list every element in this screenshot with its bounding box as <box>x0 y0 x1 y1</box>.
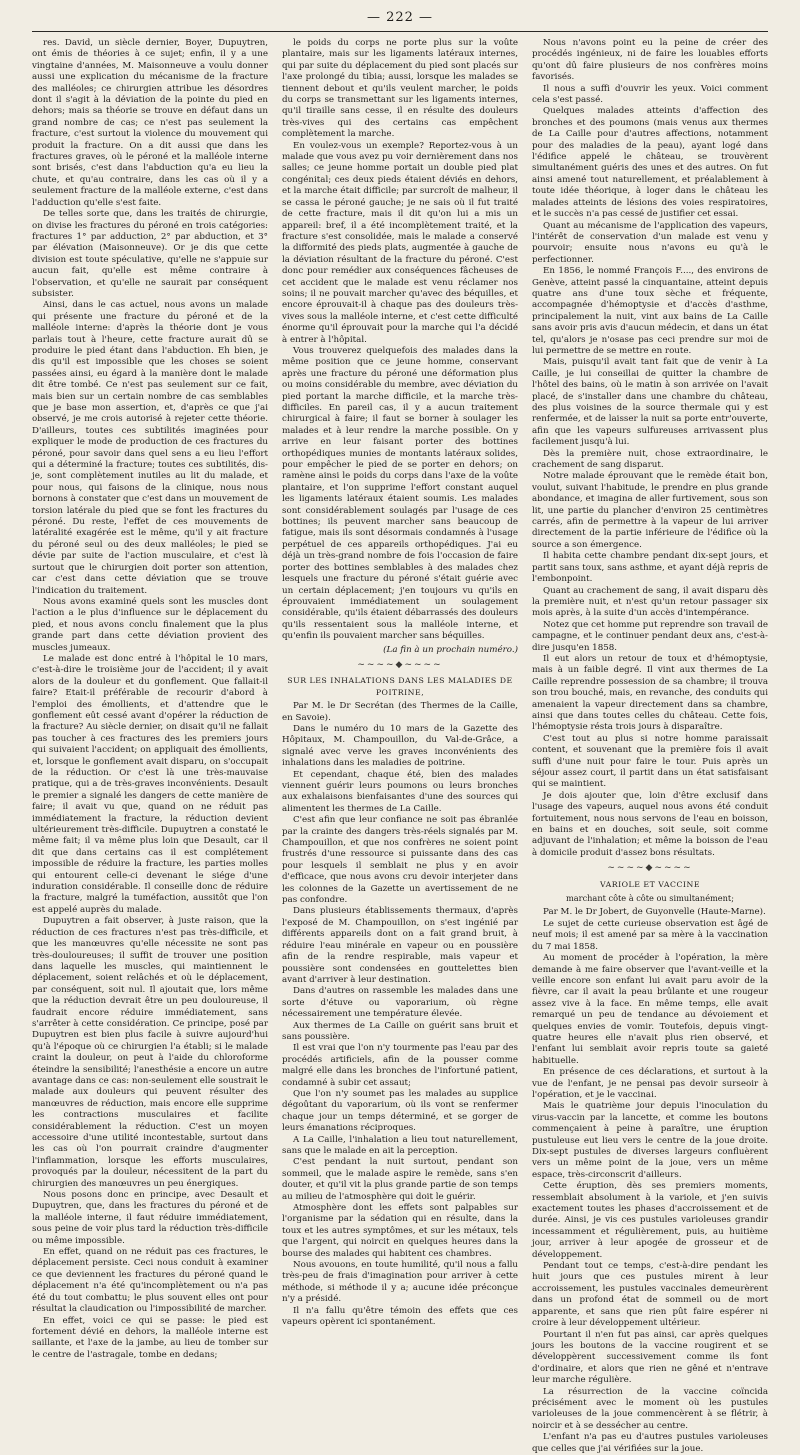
paragraph: Notre malade éprouvant que le remède était bon, voulut, suivant l'habitude, le prendre en plus grande abondance, et imagina de aller furtivement, sous son lit, une partie du plancher d'environ 25 centimètres carrés, afin de permettre à la vapeur de lui arriver directement de la partie inférieure de l'édifice où la source a son émergence. <box>532 471 768 550</box>
paragraph: Cette éruption, dès ses premiers moments, ressemblait absolument à la variole, et j'en suivis exactement toutes les phases d'accroissement et de durée. Ainsi, je vis ces pustules varioleuses grandir incessamment et régulièrement, puis, au huitième jour, arriver à leur apogée de grosseur et de développement. <box>532 1181 768 1260</box>
paragraph: Dans le numéro du 10 mars de la Gazette des Hôpitaux, M. Champouillon, du Val-de-Grâce, a signalé avec verve les graves inconvénients des inhalations dans les maladies de poitrine. <box>282 723 518 769</box>
article-subtitle: marchant côte à côte ou simultanément; <box>566 893 734 904</box>
paragraph: Nous avouons, en toute humilité, qu'il nous a fallu très-peu de frais d'imagination pour arriver à cette méthode, si méthode il y a; aucune idée préconçue n'y a présidé. <box>282 1260 518 1305</box>
paragraph: En présence de ces déclarations, et surtout à la vue de l'enfant, je ne pensai pas devoir surseoir à l'opération, et je le vaccinai. <box>532 1067 768 1100</box>
ornamental-divider: ~~~~◆~~~~ <box>607 863 693 874</box>
paragraph: Pendant tout ce temps, c'est-à-dire pendant les huit jours que ces pustules mirent à leur accroissement, les pustules vaccinales demeurèrent dans un profond état de sommeil ou de mort apparente, et sans que rien pût faire espérer ni croire à leur développement ultérieur. <box>532 1261 768 1329</box>
header-rule <box>32 31 768 32</box>
paragraph: Mais le quatrième jour depuis l'inoculation du virus-vaccin par la lancette, et comme les boutons commençaient à peine à paraître, une éruption pustuleuse eut lieu vers le centre de la joue droite. Dix-sept pustules de diverses largeurs confluèrent vers un même point de la joue, vers un même espace, très-circonscrit d'ailleurs. <box>532 1101 768 1180</box>
paragraph: C'est afin que leur confiance ne soit pas ébranlée par la crainte des dangers très-réels signalés par M. Champouillon, et que nos confrères ne soient point frustrés d'une ressource si puissante dans des cas pour lesquels il semblait ne plus y en avoir d'efficace, que nous avons cru devoir interjeter dans les colonnes de la Gazette un avertissement de ne pas confondre. <box>282 815 518 906</box>
paragraph: C'est pendant la nuit surtout, pendant son sommeil, que le malade aspire le remède, sans s'en douter, et qu'il vit la plus grande partie de son temps au milieu de l'atmosphère qui doit le guérir. <box>282 1157 518 1202</box>
paragraph: Nous posons donc en principe, avec Desault et Dupuytren, que, dans les fractures du péroné et de la malléole interne, il faut réduire immédiatement, sous peine de voir plus tard la réduction très-difficile ou même impossible. <box>32 1190 268 1246</box>
continuation-note: (La fin à un prochain numéro.) <box>383 644 518 655</box>
paragraph: Il n'a fallu qu'être témoin des effets que ces vapeurs opèrent ici spontanément. <box>282 1305 518 1328</box>
paragraph: Et cependant, chaque été, bien des malades viennent guérir leurs poumons ou leurs bronches aux exhalaisons bienfaisantes d'une des sources qui alimentent les thermes de La Caille. <box>282 769 518 814</box>
paragraph: Pourtant il n'en fut pas ainsi, car après quelques jours les boutons de la vaccine rougirent et se développèrent successivement comme ils font d'ordinaire, et alors que rien ne gêné et n'entrave leur marche régulière. <box>532 1329 768 1386</box>
paragraph: Au moment de procéder à l'opération, la mère demande à me faire observer que l'avant-veille et la veille encore son enfant lui avait paru avoir de la fièvre, car il avait la peau brûlante et une rougeur assez vive à la face. En même temps, elle avait remarqué un peu de tendance au dévoiement et quelques envies de vomir. Toutefois, depuis vingt-quatre heures elle n'avait plus rien observé, et l'enfant lui semblait avoir repris toute sa gaieté habituelle. <box>532 953 768 1066</box>
paragraph: En effet, quand on ne réduit pas ces fractures, le déplacement persiste. Ceci nous conduit à examiner ce que deviennent les fractures du péroné quand le déplacement n'a été qu'incomplètement ou n'a pas été du tout combattu; le plus souvent elles ont pour résultat la claudication ou l'impossibilité de marcher. <box>32 1247 268 1315</box>
paragraph: Nous avons examiné quels sont les muscles dont l'action a le plus d'influence sur le déplacement du pied, et nous avons conclu finalement que la plus grande part dans cette déviation provient des muscles jumeaux. <box>32 596 268 653</box>
paragraph: Nous n'avons point eu la peine de créer des procédés ingénieux, ni de faire les louables efforts qu'ont dû faire plusieurs de nos confrères moins favorisés. <box>532 38 768 83</box>
page-number: — 222 — <box>366 10 434 25</box>
paragraph: Le sujet de cette curieuse observation est âgé de neuf mois; il est amené par sa mère à la vaccination du 7 mai 1858. <box>532 918 768 952</box>
paragraph: Il habita cette chambre pendant dix-sept jours, et partit sans toux, sans asthme, et ayant déjà repris de l'embonpoint. <box>532 551 768 585</box>
paragraph: Dans d'autres on rassemble les malades dans une sorte d'étuve ou vaporarium, où règne nécessairement une température élevée. <box>282 986 518 1020</box>
article-byline: Par M. le Dr Secrétan (des Thermes de la Caille, en Savoie). <box>282 701 518 723</box>
paragraph: le poids du corps ne porte plus sur la voûte plantaire, mais sur les ligaments latéraux internes, qui par suite du déplacement du pied sont placés sur l'axe prolongé du tibia; aussi, lorsque les malades se tiennent debout et qu'ils veulent marcher, le poids du corps se transmettant sur les ligaments internes, qu'il tiraille sans cesse, il en résulte des douleurs très-vives qui des certains cas empêchent complètement la marche. <box>282 38 518 140</box>
article-title-inhalations: SUR LES INHALATIONS DANS LES MALADIES DE POITRINE, <box>287 676 513 697</box>
column-2 <box>282 38 518 1328</box>
paragraph: Aux thermes de La Caille on guérit sans bruit et sans poussière. <box>282 1020 518 1042</box>
column-3 <box>532 38 768 1454</box>
paragraph: Mais, puisqu'il avait tant fait que de venir à La Caille, je lui conseillai de quitter la chambre de l'hôtel des bains, où le matin à son arrivée on l'avait placé, de s'installer dans une chambre du château, des plus voisines de la source thermale qui y est renfermée, et de laisser la nuit sa porte entr'ouverte, afin que les vapeurs sulfureuses arrivassent plus facilement jusqu'à lui. <box>532 357 768 448</box>
paragraph: Dans plusieurs établissements thermaux, d'après l'exposé de M. Champouillon, on s'est ingénié par différents appareils dont on a fait grand bruit, à réduire l'eau minérale en vapeur ou en poussière afin de la rendre respirable, mais vapeur et poussière sont condensées en gouttelettes bien avant d'arriver à leur destination. <box>282 906 518 985</box>
paragraph: A La Caille, l'inhalation a lieu tout naturellement, sans que le malade en ait la perception. <box>282 1134 518 1156</box>
paragraph: res. David, un siècle dernier, Boyer, Dupuytren, ont émis de théories à ce sujet; enfin, il y a une vingtaine d'années, M. Maisonneuve a voulu donner aussi une explication du mécanisme de la fracture des malléoles; ce chirurgien attribue les désordres dont il s'agit à la déviation de la pointe du pied en dehors; mais sa théorie se trouve en défaut dans un grand nombre de cas; ce n'est pas seulement la fracture, c'est surtout la violence du mouvement qui produit la fracture. On a dit aussi que dans les fractures graves, où le péroné et la malléole interne sont brisés, c'est dans l'abduction qu'a eu lieu la chute, et qu'au contraire, dans les cas où il y a seulement fracture de la malléole externe, c'est dans l'adduction qu'elle s'est faite. <box>32 38 268 208</box>
paragraph: Quant au crachement de sang, il avait disparu dès la première nuit, et n'est qu'un retour passager six mois après, à la suite d'un accès d'intempérance. <box>532 585 768 619</box>
paragraph: En voulez-vous un exemple? Reportez-vous à un malade que vous avez pu voir dernièrement dans nos salles; ce jeune homme portait un double pied plat congénital; ces deux pieds étaient déviés en dehors, et la marche était difficile; par surcroît de malheur, il se cassa le péroné gauche; je ne sais où il fut traité de cette fracture, mais il dit qu'on lui a mis un appareil: bref, il a été incomplètement traité, et la fracture s'est consolidée, mais le malade a conservé la difformité des pieds plats, augmentée à gauche de la déviation résultant de la fracture du péroné. C'est donc pour remédier aux conséquences fâcheuses de cet accident que le malade est venu réclamer nos soins; il ne pouvait marcher qu'avec des béquilles, et encore éprouvait-il à chaque pas des douleurs très-vives sous la malléole interne, et c'est cette difficulté énorme qu'il éprouvait pour la marche qui l'a décidé à entrer à l'hôpital. <box>282 140 518 345</box>
paragraph: Que l'on n'y soumet pas les malades au supplice dégoûtant du vaporarium, où ils vont se renfermer chaque jour un temps déterminé, et se gorger de leurs émanations réciproques. <box>282 1088 518 1134</box>
column-1 <box>32 38 268 1360</box>
paragraph: Quant au mécanisme de l'application des vapeurs, l'intérêt de conservation d'un malade est venu y pourvoir; ensuite nous n'avons eu qu'à le perfectionner. <box>532 220 768 265</box>
paragraph: En 1856, le nommé François F...., des environs de Genève, atteint passé la cinquantaine, atteint depuis quatre ans d'une toux sèche et fréquente, accompagnée d'hémoptysie et d'accès d'asthme, principalement la nuit, vint aux bains de La Caille sans avoir pris avis d'aucun médecin, et dans un état tel, qu'alors je n'osase pas ceci prendre sur moi de lui permettre de se mettre en route. <box>532 266 768 356</box>
paragraph: Je dois ajouter que, loin d'être exclusif dans l'usage des vapeurs, auquel nous avons été conduit fortuitement, nous nous servons de l'eau en boisson, en bains et en douches, soit seule, soit comme adjuvant de l'inhalation; et même la boisson de l'eau à domicile produit d'assez bons résultats. <box>532 790 768 858</box>
paragraph: La résurrection de la vaccine coïncida précisément avec le moment où les pustules varioleuses de la joue commencèrent à se flétrir, à noircir et à se dessécher au centre. <box>532 1386 768 1431</box>
paragraph: De telles sorte que, dans les traités de chirurgie, on divise les fractures du péroné en trois catégories: fractures 1° par adduction, 2° par abduction, et 3° par élévation (Maisonneuve). Or je dis que cette division est toute spéculative, qu'elle ne s'appuie sur aucun fait, qu'elle est même contraire à l'observation, et qu'elle ne saurait par conséquent subsister. <box>32 209 268 299</box>
paragraph: Il est vrai que l'on n'y tourmente pas l'eau par des procédés artificiels, afin de la pousser comme malgré elle dans les bronches de l'infortuné patient, condamné à subir cet assaut; <box>282 1043 518 1088</box>
article-byline: Par M. le Dr Jobert, de Guyonvelle (Haute-Marne). <box>543 907 766 918</box>
paragraph: Le malade est donc entré à l'hôpital le 10 mars, c'est-à-dire le troisième jour de l'accident; il y avait alors de la douleur et du gonflement. Que fallait-il faire? Etait-il préférable de recourir d'abord à l'emploi des émollients, et d'attendre que le gonflement eût cessé avant d'opérer la réduction de la fracture? Au siècle dernier, on disait qu'il ne fallait pas toucher à ces fractures des les premiers jours qui suivaient l'accident; on appliquait des émollients, et, lorsque le gonflement avait disparu, on s'occupait de la réduction. Or c'est là une très-mauvaise pratique, qui a de très-graves inconvénients. Desault le premier a signalé les dangers de cette manière de faire; il avait vu que, quand on ne réduit pas immédiatement la fracture, la réduction devient ultérieurement très-difficile. Dupuytren a constaté le même fait; il va même plus loin que Desault, car il dit que dans certains cas il est complétement impossible de réduire la fracture, les parties molles qui entourent celle-ci devenant le siége d'une induration considérable. Il conseille donc de réduire la fracture, malgré la tuméfaction, aussitôt que l'on est appelé auprès du malade. <box>32 653 268 915</box>
paragraph: Dès la première nuit, chose extraordinaire, le crachement de sang disparut. <box>532 448 768 471</box>
article-title-variole: VARIOLE ET VACCINE <box>599 879 701 889</box>
paragraph: Quelques malades atteints d'affection des bronches et des poumons (mais venus aux thermes de La Caille pour d'autres affections, notamment pour des maladies de la peau), ayant logé dans l'édifice appelé le château, se trouvèrent simultanément guéris des unes et des autres. On fut ainsi amené tout naturellement, et préalablement à toute idée théorique, à loger dans le château les malades atteints de lésions des voies respiratoires, et le succès n'a pas cessé de justifier cet essai. <box>532 106 768 220</box>
paragraph: Il eut alors un retour de toux et d'hémoptysie, mais à un faible degré. Il vint aux thermes de La Caille reprendre possession de sa chambre; il trouva son trou bouché, mais, en revanche, des conduits qui amenaient la vapeur directement dans sa chambre, ainsi que dans toutes celles du château. Cette fois, l'hémoptysie résta trois jours à disparaître. <box>532 653 768 733</box>
paragraph: Ainsi, dans le cas actuel, nous avons un malade qui présente une fracture du péroné et de la malléole interne: d'après la théorie dont je vous parlais tout à l'heure, cette fracture aurait dû se produire le pied étant dans l'abduction. Eh bien, je dis qu'il est impossible que les choses se soient passées ainsi, eu égard à la manière dont le malade dit être tombé. Ce n'est pas seulement sur ce fait, mais bien sur un certain nombre de cas semblables que je base mon assertion, et, d'après ce que j'ai observé, je me crois autorisé à rejeter cette théorie. D'ailleurs, toutes ces subtilités imaginées pour expliquer le mode de production de ces fractures du péroné, pour savoir dans quel sens a eu lieu l'effort qui a déterminé la fracture; toutes ces subtilités, dis-je, sont complètement inutiles au lit du malade, et pour nous, qui faisons de la clinique, nous nous bornons à constater que c'est dans un mouvement de torsion latérale du pied que se font les fractures du péroné. Du reste, l'effet de ces mouvements de latéralité exagérée est le même, qu'il y ait fracture du péroné seul ou des deux malléoles; le pied se dévie par suite de l'action musculaire, et c'est là surtout que le chirurgien doit porter son attention, car c'est dans cette déviation que se trouve l'indication du traitement. <box>32 300 268 596</box>
paragraph: Dupuytren a fait observer, à juste raison, que la réduction de ces fractures n'est pas très-difficile, et que les manœuvres qu'elle nécessite ne sont pas très-douloureuses; il suffit de trouver une position dans laquelle les muscles, qui maintiennent le déplacement, soient relâchés et où le déplacement, par conséquent, soit nul. Il ajoutait que, lors même que la réduction devrait être un peu douloureuse, il faudrait encore réduire immédiatement, sans s'arrêter à cette considération. Ce principe, posé par Dupuytren est bien plus facile à suivre aujourd'hui qu'à l'époque où ce chirurgien l'a établi; si le malade craint la douleur, on peut à l'aide du chloroforme éteindre la sensibilité; l'anesthésie a encore un autre avantage dans ce cas: non-seulement elle soustrait le malade aux douleurs qui peuvent résulter des manœuvres de réduction, mais encore elle supprime les contractions musculaires et facilite considérablement la réduction. C'est un moyen accessoire d'une utilité incontestable, surtout dans les cas où l'on pourrait craindre d'augmenter l'inflammation, lorsque les efforts musculaires, provoqués par la douleur, nécessitent de la part du chirurgien des manœuvres un peu énergiques. <box>32 916 268 1189</box>
paragraph: Atmosphère dont les effets sont palpables sur l'organisme par la sédation qui en résulte, dans la toux et les autres symptômes, et sur les métaux, tels que l'argent, qui noircit en quelques heures dans la bourse des malades qui habitent ces chambres. <box>282 1203 518 1259</box>
ornamental-divider: ~~~~◆~~~~ <box>357 659 443 670</box>
paragraph: Il nous a suffi d'ouvrir les yeux. Voici comment cela s'est passé. <box>532 83 768 106</box>
text-columns <box>32 38 772 1454</box>
paragraph: En effet, voici ce qui se passe: le pied est fortement dévié en dehors, la malléole interne est saillante, et l'axe de la jambe, au lieu de tomber sur le centre de l'astragale, tombe en dedans; <box>32 1315 268 1360</box>
paragraph: Vous trouverez quelquefois des malades dans la même position que ce jeune homme, conservant après une fracture du péroné une déformation plus ou moins considérable du membre, avec déviation du pied portant la marche difficile, et la marche très-difficiles. En pareil cas, il y a aucun traitement chirurgical à faire; il faut se borner à soulager les malades et à leur rendre la marche possible. On y arrive en leur faisant porter des bottines orthopédiques munies de montants latéraux solides, pour empêcher le pied de se porter en dehors; on ramène ainsi le poids du corps dans l'axe de la voûte plantaire, et l'on supprime l'effort constant auquel les ligaments latéraux étaient soumis. Les malades sont considérablement soulagés par l'usage de ces bottines; ils peuvent marcher sans beaucoup de fatigue, mais ils sont désormais condamnés à l'usage perpétuel de ces appareils orthopédiques. J'ai eu déjà un très-grand nombre de fois l'occasion de faire porter des bottines semblables à des malades chez lesquels une fracture du péroné s'était guérie avec un certain déplacement; j'en toujours vu qu'ils en éprouvaient immédiatement un soulagement considérable, qu'ils étaient débarrassés des douleurs qu'ils ressentaient sous la malléole interne, et qu'enfin ils pouvaient marcher sans béquilles. <box>282 345 518 642</box>
paragraph: C'est tout au plus si notre homme paraissait content, et souvenant que la première fois il avait suffi d'une nuit pour faire le tour. Puis après un séjour assez court, il partit dans un état satisfaisant qui se maintient. <box>532 733 768 790</box>
paragraph: Notez que cet homme put reprendre son travail de campagne, et le continuer pendant deux ans, c'est-à-dire jusqu'en 1858. <box>532 619 768 653</box>
paragraph: L'enfant n'a pas eu d'autres pustules varioleuses que celles que j'ai vérifiées sur la joue. <box>532 1432 768 1454</box>
